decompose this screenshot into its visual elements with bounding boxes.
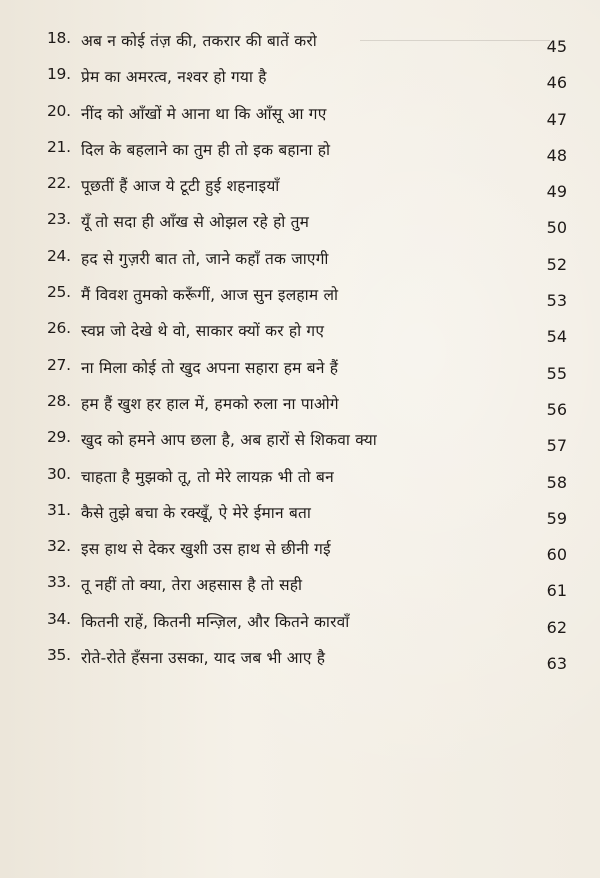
entry-page: 49 — [546, 182, 567, 202]
toc-entry — [47, 174, 567, 210]
toc-entry — [47, 610, 567, 646]
entry-number: 32. — [47, 537, 71, 556]
entry-number: 26. — [47, 319, 71, 338]
entry-page: 45 — [546, 37, 567, 56]
entry-title: ना मिला कोई तो खुद अपना सहारा हम बने हैं — [81, 358, 339, 377]
entry-page: 61 — [546, 581, 567, 601]
toc-entry — [47, 210, 567, 246]
entry-title: नींद को आँखों मे आना था कि आँसू आ गए — [81, 104, 327, 123]
entry-number: 18. — [47, 29, 71, 47]
entry-title: कितनी राहें, कितनी मन्ज़िल, और कितने कारवाँ — [81, 612, 350, 631]
entry-number: 22. — [47, 174, 71, 193]
entry-number: 30. — [47, 464, 71, 483]
toc-entry — [47, 428, 567, 464]
entry-title: पूछतीं हैं आज ये टूटी हुई शहनाइयाँ — [81, 177, 280, 196]
toc-entry — [47, 29, 567, 65]
entry-number: 24. — [47, 246, 71, 265]
toc-entry — [47, 465, 567, 501]
toc-entry — [47, 102, 567, 138]
toc-entry — [47, 501, 567, 537]
entry-number: 28. — [47, 391, 71, 410]
toc-entry — [47, 537, 567, 573]
entry-title: हद से गुज़री बात तो, जाने कहाँ तक जाएगी — [81, 249, 329, 268]
entry-number: 23. — [47, 210, 71, 229]
entry-page: 62 — [546, 617, 567, 637]
toc-entry — [47, 356, 567, 392]
entry-number: 20. — [47, 101, 71, 120]
entry-number: 33. — [47, 573, 71, 592]
table-of-contents — [47, 29, 567, 682]
toc-entry — [47, 392, 567, 428]
entry-number: 34. — [47, 609, 71, 628]
entry-title: दिल के बहलाने का तुम ही तो इक बहाना हो — [81, 140, 331, 159]
entry-title: प्रेम का अमरत्व, नश्वर हो गया है — [81, 68, 267, 87]
toc-entry — [47, 573, 567, 609]
entry-number: 25. — [47, 283, 71, 302]
entry-number: 19. — [47, 65, 71, 84]
entry-title: मैं विवश तुमको करूँगीं, आज सुन इलहाम लो — [81, 286, 339, 305]
entry-title: चाहता है मुझको तू, तो मेरे लायक़ भी तो बन — [81, 467, 334, 486]
entry-number: 27. — [47, 355, 71, 374]
entry-page: 58 — [546, 472, 567, 492]
toc-entry — [47, 138, 567, 174]
entry-page: 60 — [546, 545, 567, 565]
entry-page: 48 — [546, 145, 567, 165]
entry-number: 29. — [47, 428, 71, 447]
entry-number: 31. — [47, 500, 71, 519]
toc-entry — [47, 247, 567, 283]
entry-page: 59 — [546, 508, 567, 528]
toc-entry — [47, 65, 567, 101]
entry-page: 56 — [546, 399, 567, 419]
entry-page: 57 — [546, 436, 567, 456]
entry-page: 55 — [546, 363, 567, 383]
entry-page: 46 — [546, 73, 567, 93]
entry-page: 54 — [546, 327, 567, 347]
entry-page: 47 — [546, 109, 567, 129]
entry-title: तू नहीं तो क्या, तेरा अहसास है तो सही — [81, 576, 303, 595]
entry-number: 35. — [47, 646, 71, 665]
entry-title: कैसे तुझे बचा के रक्खूँ, ऐ मेरे ईमान बता — [81, 503, 312, 522]
toc-entry — [47, 283, 567, 319]
entry-page: 52 — [546, 254, 567, 274]
entry-number: 21. — [47, 137, 71, 156]
entry-title: रोते-रोते हँसना उसका, याद जब भी आए है — [81, 649, 326, 668]
entry-title: हम हैं खुश हर हाल में, हमको रुला ना पाओगे — [81, 394, 339, 413]
entry-title: स्वप्न जो देखे थे वो, साकार क्यों कर हो गए — [81, 322, 325, 341]
entry-title: यूँ तो सदा ही आँख से ओझल रहे हो तुम — [81, 213, 310, 232]
toc-entry — [47, 319, 567, 355]
entry-page: 63 — [546, 654, 567, 674]
entry-page: 53 — [546, 291, 567, 311]
entry-page: 50 — [546, 218, 567, 238]
entry-title: अब न कोई तंज़ की, तकरार की बातें करो — [81, 32, 317, 50]
entry-title: इस हाथ से देकर खुशी उस हाथ से छीनी गई — [81, 540, 331, 559]
toc-entry — [47, 646, 567, 682]
entry-title: खुद को हमने आप छला है, अब हारों से शिकवा क्या — [81, 431, 377, 450]
